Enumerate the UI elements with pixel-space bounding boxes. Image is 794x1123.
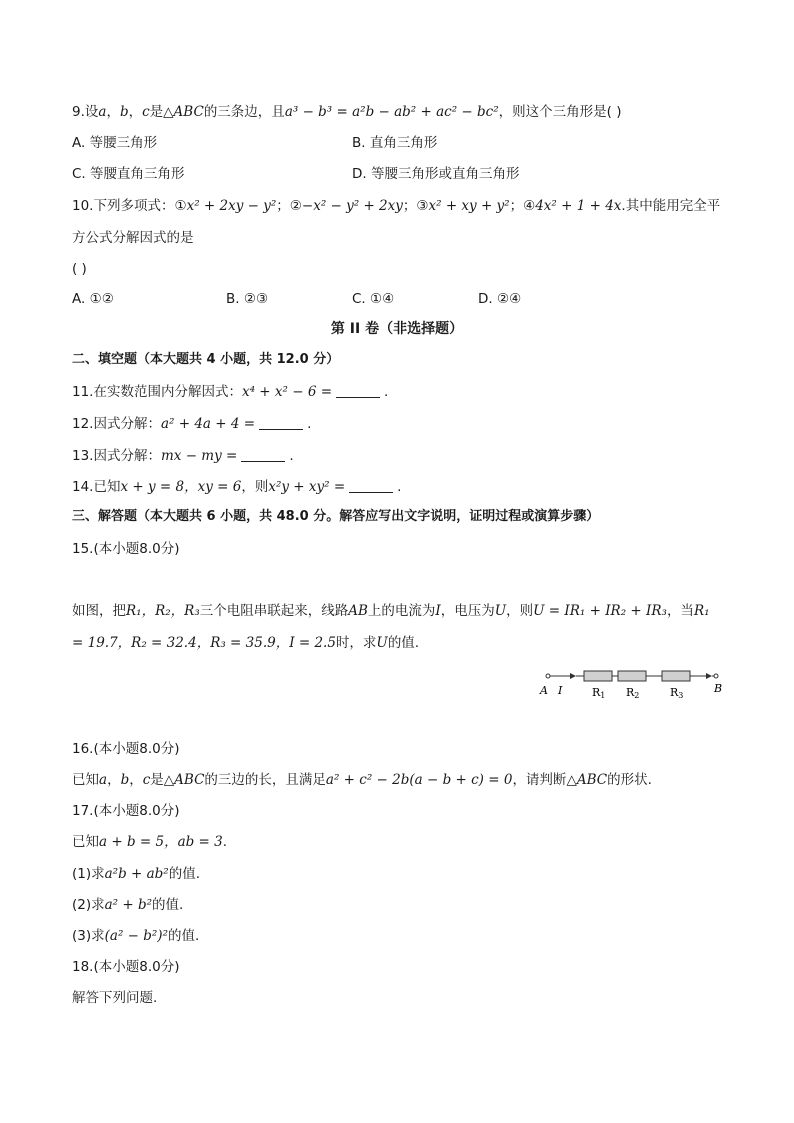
q10-option-c[interactable]: C. ①④ xyxy=(352,291,395,307)
terminal-b-dot xyxy=(714,674,718,678)
label-r1: R1 xyxy=(592,686,606,700)
q18-header: 18.(本小题8.0分) xyxy=(72,959,180,975)
terminal-a-dot xyxy=(546,674,550,678)
question-10: 10.下列多项式：①x² + 2xy − y²；②−x² − y² + 2xy；③x² + xy + y²；④4x² + 1 + 4x.其中能用完全平 xyxy=(72,198,721,214)
question-12: 12.因式分解：a² + 4a + 4 = . xyxy=(72,416,312,432)
fill-in-header: 二、填空题（本大题共 4 小题，共 12.0 分） xyxy=(72,352,340,367)
q14-answer-blank[interactable] xyxy=(349,479,393,493)
q9-option-b[interactable]: B. 直角三角形 xyxy=(352,135,438,151)
question-13: 13.因式分解：mx − my = . xyxy=(72,448,294,464)
question-10-line-3: ( ) xyxy=(72,261,87,277)
label-a: A xyxy=(540,684,548,697)
section-2-title: 第 II 卷（非选择题） xyxy=(330,321,464,337)
resistor-r3 xyxy=(662,671,690,681)
question-10-line-2: 方公式分解因式的是 xyxy=(72,230,194,246)
q15-header: 15.(本小题8.0分) xyxy=(72,541,180,557)
q17-part-3: (3)求(a² − b²)²的值. xyxy=(72,928,200,944)
question-11: 11.在实数范围内分解因式：x⁴ + x² − 6 = . xyxy=(72,384,389,400)
q18-text: 解答下列问题. xyxy=(72,990,158,1006)
circuit-diagram xyxy=(536,664,726,704)
q9-option-c[interactable]: C. 等腰直角三角形 xyxy=(72,166,185,182)
question-15-line-2: = 19.7，R₂ = 32.4，R₃ = 35.9，I = 2.5时，求U的值. xyxy=(72,635,420,651)
q11-answer-blank[interactable] xyxy=(336,384,380,398)
q9-option-d[interactable]: D. 等腰三角形或直角三角形 xyxy=(352,166,520,182)
current-arrow-icon xyxy=(706,673,712,679)
label-b: B xyxy=(714,682,723,695)
label-r2: R2 xyxy=(626,686,640,700)
q10-option-d[interactable]: D. ②④ xyxy=(478,291,522,307)
q17-header: 17.(本小题8.0分) xyxy=(72,803,180,819)
question-9: 9.设a，b，c是△ABC的三条边，且a³ − b³ = a²b − ab² + ac² − bc²，则这个三角形是( ) xyxy=(72,104,622,120)
q17-given: 已知a + b = 5，ab = 3. xyxy=(72,834,228,850)
current-arrow-icon xyxy=(570,673,576,679)
question-16: 已知a，b，c是△ABC的三边的长，且满足a² + c² − 2b(a − b + c) = 0，请判断△ABC的形状. xyxy=(72,772,652,788)
q9-option-a[interactable]: A. 等腰三角形 xyxy=(72,135,158,151)
q17-part-1: (1)求a²b + ab²的值. xyxy=(72,866,201,882)
question-14: 14.已知x + y = 8，xy = 6，则x²y + xy² = . xyxy=(72,479,402,495)
question-15-line-1: 如图，把R₁，R₂，R₃三个电阻串联起来，线路AB上的电流为I，电压为U，则U = IR₁ + IR₂ + IR₃，当R₁ xyxy=(72,603,710,619)
q10-option-b[interactable]: B. ②③ xyxy=(226,291,269,307)
resistor-r1 xyxy=(584,671,612,681)
solve-header: 三、解答题（本大题共 6 小题，共 48.0 分。解答应写出文字说明，证明过程或演算步骤） xyxy=(72,509,600,524)
label-i: I xyxy=(558,684,563,697)
q17-part-2: (2)求a² + b²的值. xyxy=(72,897,184,913)
q13-answer-blank[interactable] xyxy=(241,448,285,462)
q16-header: 16.(本小题8.0分) xyxy=(72,741,180,757)
q12-answer-blank[interactable] xyxy=(259,416,303,430)
label-r3: R3 xyxy=(670,686,684,700)
resistor-r2 xyxy=(618,671,646,681)
q10-option-a[interactable]: A. ①② xyxy=(72,291,114,307)
